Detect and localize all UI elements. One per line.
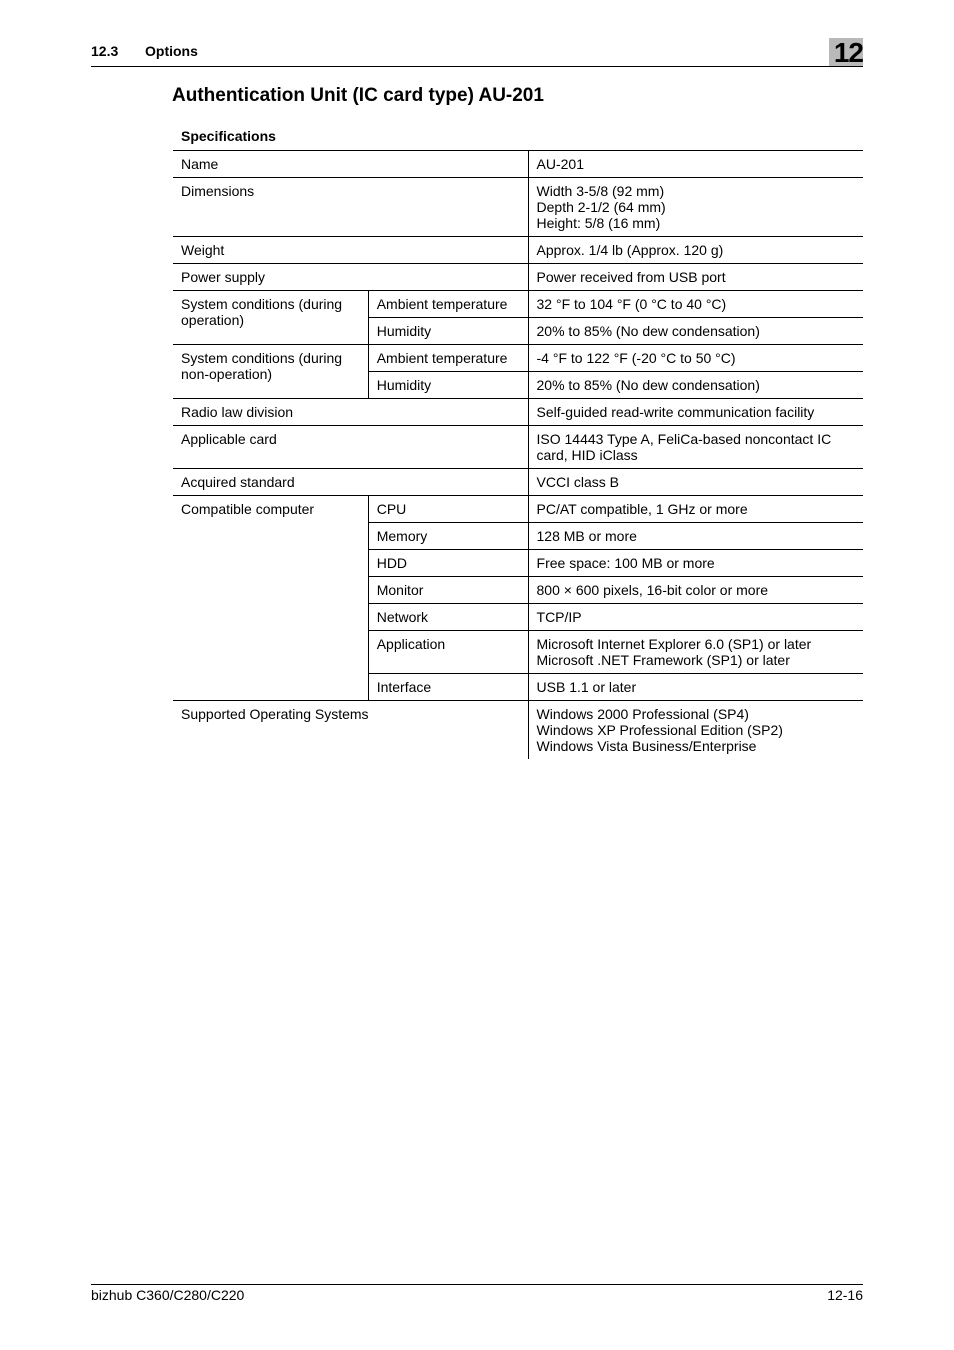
table-row xyxy=(173,469,863,496)
row-label: System conditions (during operation) xyxy=(173,291,368,345)
row-value: TCP/IP xyxy=(528,604,863,631)
row-sublabel: Humidity xyxy=(368,372,528,399)
row-sublabel: Application xyxy=(368,631,528,674)
row-value: Power received from USB port xyxy=(528,264,863,291)
row-sublabel: Memory xyxy=(368,523,528,550)
page-number: 12-16 xyxy=(827,1287,863,1303)
row-value: VCCI class B xyxy=(528,469,863,496)
row-sublabel: Network xyxy=(368,604,528,631)
value-line: Height: 5/8 (16 mm) xyxy=(536,215,661,231)
row-label: Compatible computer xyxy=(173,496,368,701)
row-label: Power supply xyxy=(173,264,528,291)
row-value: Free space: 100 MB or more xyxy=(528,550,863,577)
row-label: System conditions (during non-operation) xyxy=(173,345,368,399)
row-label: Supported Operating Systems xyxy=(173,701,528,760)
section-number: 12.3 xyxy=(91,43,119,59)
product-name: bizhub C360/C280/C220 xyxy=(91,1287,245,1303)
value-line: Microsoft Internet Explorer 6.0 (SP1) or later xyxy=(536,636,812,652)
row-sublabel: Monitor xyxy=(368,577,528,604)
row-sublabel: Interface xyxy=(368,674,528,701)
row-value: 20% to 85% (No dew condensation) xyxy=(528,372,863,399)
row-value: ISO 14443 Type A, FeliCa-based noncontact IC card, HID iClass xyxy=(528,426,863,469)
table-row xyxy=(173,701,863,760)
table-row xyxy=(173,496,863,523)
row-sublabel: Ambient temperature xyxy=(368,345,528,372)
row-value: -4 °F to 122 °F (-20 °C to 50 °C) xyxy=(528,345,863,372)
row-label: Radio law division xyxy=(173,399,528,426)
table-row xyxy=(173,151,863,178)
value-line: Microsoft .NET Framework (SP1) or later xyxy=(536,652,790,668)
row-sublabel: Ambient temperature xyxy=(368,291,528,318)
row-value: PC/AT compatible, 1 GHz or more xyxy=(528,496,863,523)
row-value xyxy=(528,701,863,760)
row-sublabel: CPU xyxy=(368,496,528,523)
table-row xyxy=(173,178,863,237)
table-row xyxy=(173,426,863,469)
row-label: Weight xyxy=(173,237,528,264)
table-row xyxy=(173,399,863,426)
value-line: Depth 2-1/2 (64 mm) xyxy=(536,199,666,215)
page-footer xyxy=(91,1284,863,1303)
value-line: Windows XP Professional Edition (SP2) xyxy=(536,722,783,738)
row-label: Applicable card xyxy=(173,426,528,469)
table-row xyxy=(173,345,863,372)
row-value: 800 × 600 pixels, 16-bit color or more xyxy=(528,577,863,604)
value-line: Windows Vista Business/Enterprise xyxy=(536,738,757,754)
row-label: Name xyxy=(173,151,528,178)
row-sublabel: Humidity xyxy=(368,318,528,345)
row-sublabel: HDD xyxy=(368,550,528,577)
row-value: 32 °F to 104 °F (0 °C to 40 °C) xyxy=(528,291,863,318)
page-header xyxy=(91,37,863,68)
row-value: AU-201 xyxy=(528,151,863,178)
specifications-heading: Specifications xyxy=(181,128,276,144)
section-title: Options xyxy=(145,43,198,59)
row-value xyxy=(528,631,863,674)
row-value: Self-guided read-write communication facility xyxy=(528,399,863,426)
row-value: Approx. 1/4 lb (Approx. 120 g) xyxy=(528,237,863,264)
specifications-table xyxy=(173,150,863,759)
chapter-number-badge xyxy=(829,38,863,66)
page-title: Authentication Unit (IC card type) AU-201 xyxy=(172,85,544,106)
row-value: 20% to 85% (No dew condensation) xyxy=(528,318,863,345)
value-line: Windows 2000 Professional (SP4) xyxy=(536,706,749,722)
row-value: USB 1.1 or later xyxy=(528,674,863,701)
value-line: Width 3-5/8 (92 mm) xyxy=(536,183,665,199)
table-row xyxy=(173,291,863,318)
table-row xyxy=(173,237,863,264)
row-label: Dimensions xyxy=(173,178,528,237)
row-value xyxy=(528,178,863,237)
chapter-number: 12 xyxy=(833,37,863,68)
row-label: Acquired standard xyxy=(173,469,528,496)
row-value: 128 MB or more xyxy=(528,523,863,550)
table-row xyxy=(173,264,863,291)
